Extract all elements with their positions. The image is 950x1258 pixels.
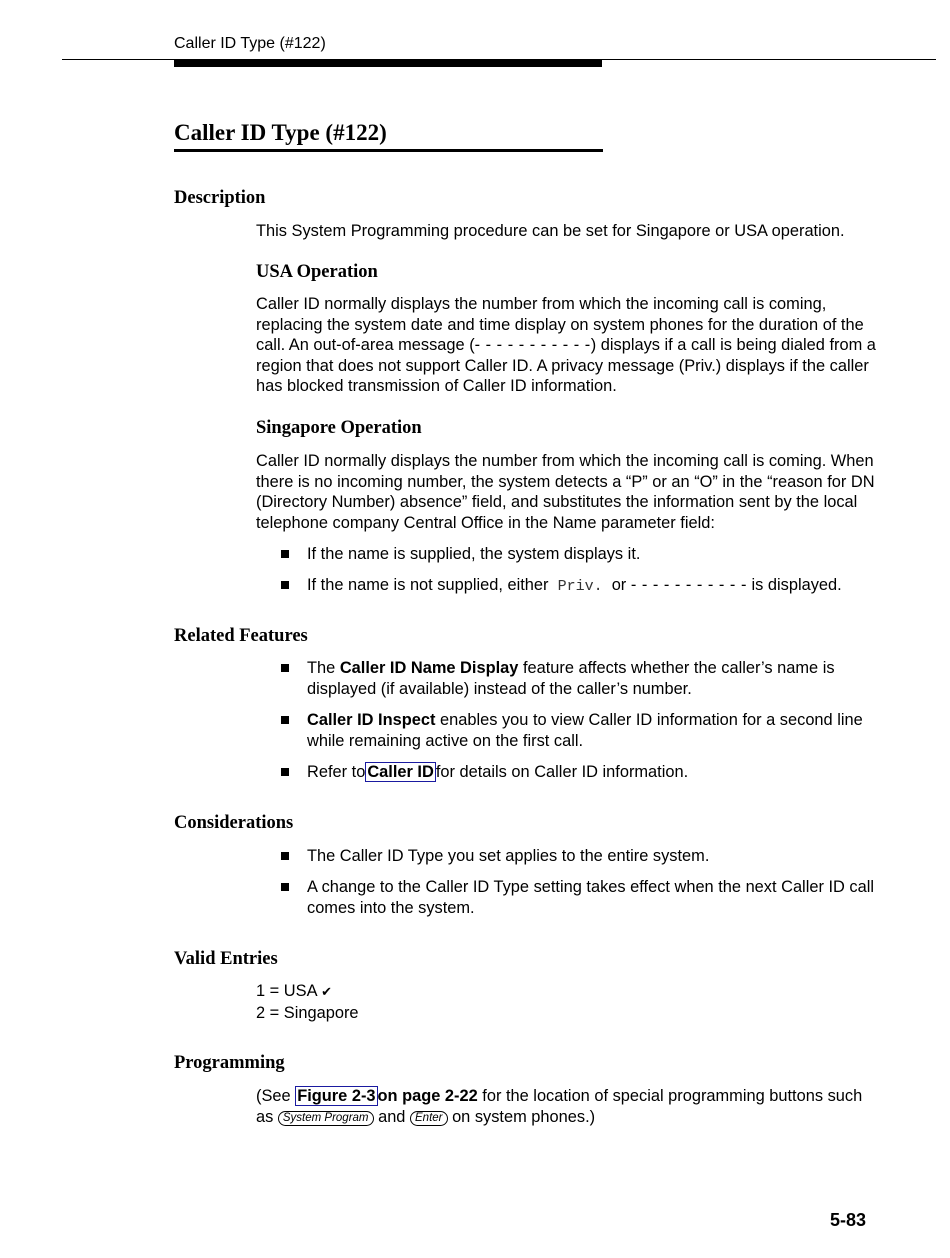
figure-2-3-link[interactable]: Figure 2-3 [297,1087,376,1105]
page-ref: on page 2-22 [377,1087,478,1105]
bullet-2-dashes: - - - - - - - - - - - [630,576,747,594]
list-item [281,575,881,598]
item-1-pre: The [307,659,336,677]
description-intro: This System Programming procedure can be set for Singapore or USA operation. [256,222,845,240]
singapore-operation-heading: Singapore Operation [256,418,422,438]
list-item-text [307,710,881,751]
caller-id-link[interactable]: Caller ID [367,763,434,781]
title-underline [174,149,603,152]
singapore-operation-text: Caller ID normally displays the number from which the incoming call is coming. When there is no incoming number, the system detects a “P” or an “O” in the “reason for DN (Directory Number) absence” field, and substitutes the information sent by the local telephone company Central Office in the Name parameter field: [256,452,875,532]
list-item-text [307,762,881,783]
programming-heading: Programming [174,1053,285,1073]
caller-id-inspect-term: Caller ID Inspect [307,711,436,729]
usa-text-2: ) displays if a call is being dialed from a region that does not support Caller ID. A privacy message (Priv.) displays if the caller has blocked transmission of Caller ID information. [256,336,876,396]
bullet-square-icon [281,852,289,860]
considerations-heading: Considerations [174,813,294,833]
enter-key: Enter [410,1111,448,1126]
bullet-square-icon [281,768,289,776]
caller-id-name-display-term: Caller ID Name Display [339,659,519,677]
programming-text-2: on system phones.) [452,1107,596,1126]
list-item [281,710,881,751]
item-2-post: enables you to view Caller ID information for a second line while remaining active on the first call. [307,711,863,750]
bullet-2-pre: If the name is not supplied, either [307,576,549,594]
bullet-2-or: or [611,576,627,594]
list-item-text [307,658,881,699]
list-item-text: The Caller ID Type you set applies to the entire system. [307,847,710,865]
list-item-text: A change to the Caller ID Type setting takes effect when the next Caller ID call comes into the system. [307,878,875,917]
programming-text-1: for the location of special programming buttons such as [256,1087,863,1126]
bullet-square-icon [281,716,289,724]
header-thick-bar [174,60,602,67]
bullet-2-post: is displayed. [751,576,842,594]
description-heading: Description [174,188,266,208]
list-item-text [307,575,881,598]
list-item [281,762,881,783]
bullet-square-icon [281,883,289,891]
item-1-post: feature affects whether the caller’s name is displayed (if available) instead of the caller’s number. [307,659,835,698]
programming-and: and [378,1107,406,1126]
programming-pre: (See [256,1087,291,1105]
page-title: Caller ID Type (#122) [174,120,387,145]
page-number: 5-83 [830,1210,867,1230]
out-of-area-dashes: - - - - - - - - - - - [474,336,591,355]
entry-usa-label: 1 = USA [256,982,317,1000]
default-check-icon: ✔ [321,984,333,999]
valid-entries-list [256,981,359,1023]
bullet-square-icon [281,550,289,558]
running-header: Caller ID Type (#122) [174,35,326,52]
list-item [281,846,881,867]
priv-code: Priv. [557,578,603,595]
usa-operation-heading: USA Operation [256,262,378,282]
list-item-text: If the name is supplied, the system displays it. [307,545,641,563]
list-item [281,658,881,699]
system-program-key: System Program [278,1111,374,1126]
list-item [281,877,881,918]
item-3-pre: Refer to [307,763,366,781]
bullet-square-icon [281,581,289,589]
entry-usa [256,981,359,1003]
bullet-square-icon [281,664,289,672]
item-3-post: for details on Caller ID information. [435,763,689,781]
valid-entries-heading: Valid Entries [174,949,278,969]
programming-text [256,1086,876,1127]
usa-text-1: Caller ID normally displays the number from which the incoming call is coming, replacing the system date and time display on system phones for the duration of the call. An out-of-area message ( [256,295,864,355]
entry-singapore: 2 = Singapore [256,1003,359,1022]
related-features-heading: Related Features [174,626,308,646]
usa-operation-text [256,294,876,397]
list-item [281,544,881,565]
